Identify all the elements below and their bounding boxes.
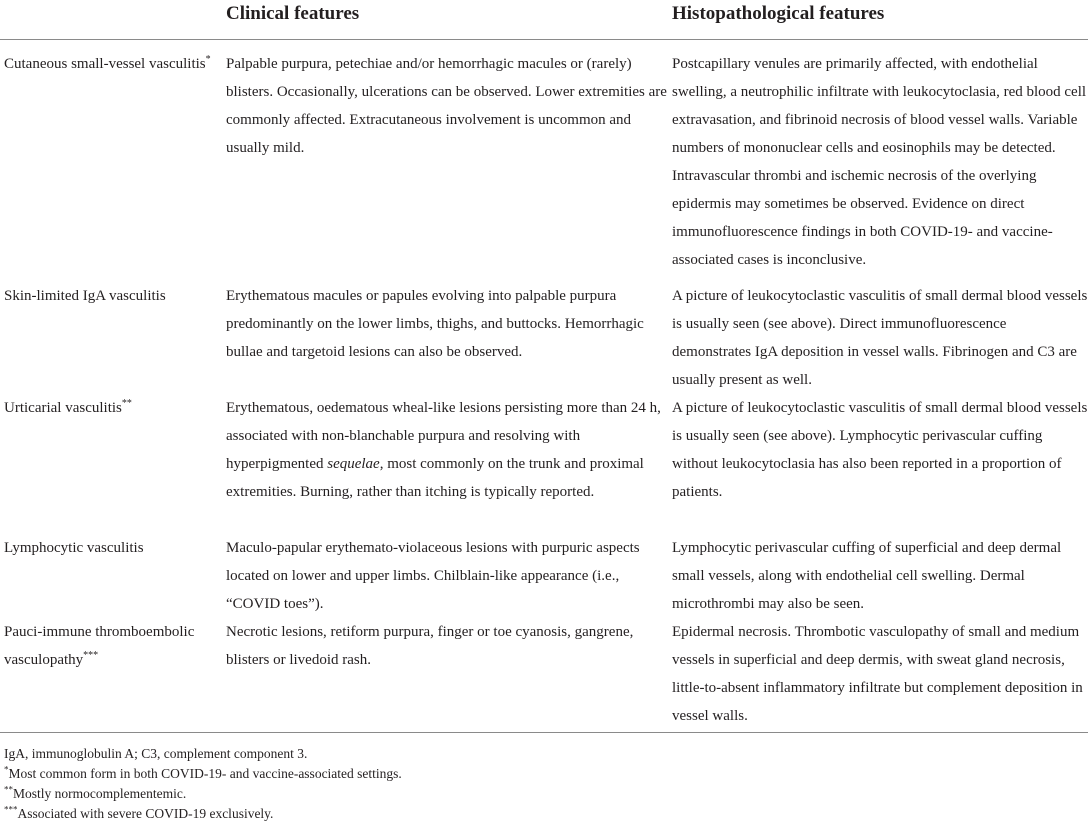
footnote-mark: *** (83, 650, 99, 661)
row-name: Cutaneous small-vessel vasculitis* (4, 54, 211, 72)
header-histo: Histopathological features (672, 3, 885, 24)
footnote: *Most common form in both COVID-19- and vaccine-associated settings. (4, 764, 402, 781)
row-clinical: Maculo-papular erythemato-violaceous lesions with purpuric aspects located on lower and upper limbs. Chilblain-like appearance (i.e., “COVID toes”). (226, 540, 640, 612)
table-row (0, 534, 1088, 618)
row-histo: A picture of leukocytoclastic vasculitis of small dermal blood vessels is usually seen (see above). Lymphocytic perivascular cuffing without leukocytoclasia has also been reported in a proportion of patients. (672, 400, 1088, 500)
row-histo: Lymphocytic perivascular cuffing of superficial and deep dermal small vessels, along with endothelial cell swelling. Dermal microthrombi may also be seen. (672, 540, 1062, 612)
table-row (0, 282, 1088, 394)
row-name: Pauci-immune thromboembolic vasculopathy*** (4, 624, 195, 668)
table-footnotes (4, 744, 1084, 824)
row-clinical: Erythematous, oedematous wheal-like lesions persisting more than 24 h, associated with non-blanchable purpura and resolving with hyperpigmented sequelae, most commonly on the trunk and proximal extremities. Burning, rather than itching is typically reported. (226, 400, 661, 500)
table-row (0, 394, 1088, 534)
header-entity (0, 0, 226, 40)
row-name: Urticarial vasculitis** (4, 398, 132, 416)
footnote-mark: * (205, 54, 211, 65)
footnote-mark: ** (121, 398, 132, 409)
table-row (0, 618, 1088, 733)
row-clinical: Necrotic lesions, retiform purpura, finger or toe cyanosis, gangrene, blisters or livedoid rash. (226, 624, 634, 668)
table-header-row (0, 0, 1088, 40)
table-row (0, 40, 1088, 283)
row-name: Lymphocytic vasculitis (4, 540, 144, 556)
row-histo: Epidermal necrosis. Thrombotic vasculopathy of small and medium vessels in superficial and deep dermis, with sweat gland necrosis, little-to-absent inflammatory infiltrate but complement deposition in vessel walls. (672, 624, 1083, 724)
row-clinical: Palpable purpura, petechiae and/or hemorrhagic macules or (rarely) blisters. Occasionally, ulcerations can be observed. Lower extremities are commonly affected. Extracutaneous involvement is uncommon and usually mild. (226, 56, 667, 156)
row-histo: Postcapillary venules are primarily affected, with endothelial swelling, a neutrophilic infiltrate with leukocytoclasia, red blood cell extravasation, and fibrinoid necrosis of blood vessel walls. Variable numbers of mononuclear cells and eosinophils may be detected. Intravascular thrombi and ischemic necrosis of the overlying epidermis may sometimes be observed. Evidence on direct immunofluorescence findings in both COVID-19- and vaccine-associated cases is inconclusive. (672, 56, 1087, 268)
italic-term: sequelae (327, 456, 380, 472)
abbreviations-note: IgA, immunoglobulin A; C3, complement component 3. (4, 746, 308, 761)
row-name: Skin-limited IgA vasculitis (4, 288, 166, 304)
row-clinical: Erythematous macules or papules evolving into palpable purpura predominantly on the lower limbs, thighs, and buttocks. Hemorrhagic bullae and targetoid lesions can also be observed. (226, 288, 644, 360)
footnote: ***Associated with severe COVID-19 exclusively. (4, 804, 274, 821)
row-histo: A picture of leukocytoclastic vasculitis of small dermal blood vessels is usually seen (see above). Direct immunofluorescence demonstrates IgA deposition in vessel walls. Fibrinogen and C3 are usually present as well. (672, 288, 1088, 388)
footnote: **Mostly normocomplementemic. (4, 784, 187, 801)
header-clinical: Clinical features (226, 3, 360, 24)
